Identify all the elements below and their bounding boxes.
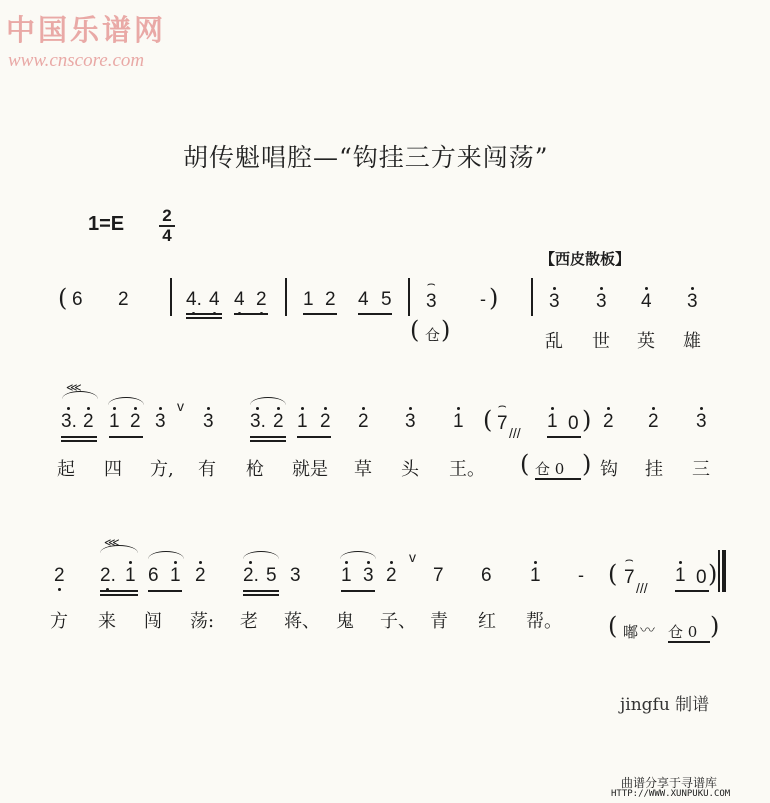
note: 1 xyxy=(453,411,464,432)
beam xyxy=(250,440,286,442)
lyric: 头 xyxy=(401,459,419,480)
key-signature: 1=E xyxy=(88,213,125,235)
beam xyxy=(234,313,268,315)
note: 2. xyxy=(100,565,116,586)
lyric: 鬼 xyxy=(336,611,354,632)
note: 3. xyxy=(250,411,266,432)
breath-mark: v xyxy=(177,398,184,414)
note: 3 xyxy=(203,411,214,432)
note: 2 xyxy=(130,411,141,432)
slur xyxy=(100,545,138,553)
gong-syllable: 仓 0 xyxy=(535,460,565,478)
note: 2 xyxy=(320,411,331,432)
note: 3 xyxy=(290,565,301,586)
dash: - xyxy=(578,565,584,585)
note: 2 xyxy=(256,289,267,310)
bar-line xyxy=(408,278,410,316)
beam xyxy=(547,436,581,438)
note: 3. xyxy=(61,411,77,432)
note-fermata: ⌢ 7 xyxy=(497,414,508,434)
note: 4. xyxy=(186,289,202,310)
lyric: 来 xyxy=(98,611,116,632)
note: 0 xyxy=(568,413,579,434)
beam xyxy=(675,590,709,592)
beam xyxy=(61,440,97,442)
lyric: 方, xyxy=(150,459,174,480)
note: 1 xyxy=(341,565,352,586)
tremolo-mark: /// xyxy=(509,425,521,441)
slur xyxy=(250,397,286,405)
note: 3 xyxy=(363,565,374,586)
beam xyxy=(61,436,97,438)
beam xyxy=(186,317,222,319)
close-paren: ) xyxy=(582,450,592,478)
lyric: 雄 xyxy=(683,331,701,352)
note: 1 xyxy=(125,565,136,586)
lyric: 方 xyxy=(50,611,68,632)
note-fermata: ⌢ 7 xyxy=(624,568,635,588)
trill-line: 〰 xyxy=(640,621,656,639)
note: 1 xyxy=(675,565,686,586)
note: 6 xyxy=(148,565,159,586)
note: 3 xyxy=(405,411,416,432)
bar-line xyxy=(285,278,287,316)
gong-syllable: 嘟 xyxy=(623,623,639,641)
slur xyxy=(148,551,184,559)
note: 2 xyxy=(358,411,369,432)
note: 2 xyxy=(603,411,614,432)
lyric: 子、 xyxy=(380,611,416,632)
note: 5 xyxy=(381,289,392,310)
note: 1 xyxy=(303,289,314,310)
note-fermata: ⌢ 3 xyxy=(426,292,437,312)
gong-syllable: 仓 0 xyxy=(668,623,698,641)
final-bar-thin xyxy=(718,550,720,592)
lyric: 草 xyxy=(354,459,372,480)
beam xyxy=(297,436,331,438)
lyric: 挂 xyxy=(645,459,663,480)
note: 7 xyxy=(433,565,444,586)
tremolo-mark: /// xyxy=(636,580,648,596)
beam xyxy=(243,590,279,592)
note: 5 xyxy=(266,565,277,586)
note: 1 xyxy=(530,565,541,586)
note: 2 xyxy=(118,289,129,310)
note: 4 xyxy=(641,291,652,312)
note: 2 xyxy=(83,411,94,432)
close-paren: ) xyxy=(441,316,451,344)
mode-label: 【西皮散板】 xyxy=(540,250,631,268)
close-paren: ) xyxy=(708,560,718,588)
close-paren: ) xyxy=(582,406,592,434)
note: 2 xyxy=(273,411,284,432)
beam xyxy=(341,590,375,592)
note: 2 xyxy=(54,565,65,586)
beam xyxy=(303,313,337,315)
breath-mark: v xyxy=(409,549,416,565)
credit: jingfu 制谱 xyxy=(620,695,710,715)
slur xyxy=(108,397,144,405)
lyric: 有 xyxy=(198,459,216,480)
note: 6 xyxy=(481,565,492,586)
lyric: 蒋、 xyxy=(284,611,320,632)
tremolo-mark: ⋘ xyxy=(66,381,82,394)
note: 4 xyxy=(358,289,369,310)
tremolo-mark: ⋘ xyxy=(104,536,120,549)
lyric: 三 xyxy=(692,459,710,480)
open-paren: ( xyxy=(483,406,493,434)
dash: - xyxy=(480,289,486,309)
lyric: 四 xyxy=(104,459,122,480)
slur xyxy=(243,551,279,559)
bar-line xyxy=(170,278,172,316)
lyric: 乱 xyxy=(545,331,563,352)
time-signature-top: 2 xyxy=(162,206,172,225)
lyric: 红 xyxy=(478,611,496,632)
note: 3 xyxy=(596,291,607,312)
note: 2 xyxy=(325,289,336,310)
watermark-site-name: 中国乐谱网 xyxy=(6,13,167,47)
note: 0 xyxy=(696,567,707,588)
beam xyxy=(100,594,138,596)
lyric: 就是 xyxy=(292,459,328,480)
lyric: 王。 xyxy=(449,459,485,480)
footer-url: HTTP://WWW.XUNPUKU.COM xyxy=(611,789,731,799)
note: 3 xyxy=(549,291,560,312)
final-bar-thick xyxy=(722,550,726,592)
beam xyxy=(250,436,286,438)
lyric: 枪 xyxy=(246,459,264,480)
footer-source: 曲谱分享于寻谱库 xyxy=(621,776,718,790)
note: 2 xyxy=(386,565,397,586)
note: 2. xyxy=(243,565,259,586)
note: 2 xyxy=(195,565,206,586)
time-signature-bottom: 4 xyxy=(162,226,172,245)
close-paren: ) xyxy=(710,612,720,640)
lyric: 帮。 xyxy=(526,611,562,632)
watermark-url: www.cnscore.com xyxy=(8,50,145,71)
beam xyxy=(243,594,279,596)
note: 1 xyxy=(547,411,558,432)
beam xyxy=(100,590,138,592)
note: 6 xyxy=(72,289,83,310)
open-paren: ( xyxy=(520,450,530,478)
lyric: 英 xyxy=(637,331,655,352)
note: 2 xyxy=(648,411,659,432)
open-paren: ( xyxy=(58,284,68,312)
gong-syllable: 仓 xyxy=(425,326,441,344)
bar-line xyxy=(531,278,533,316)
open-paren: ( xyxy=(410,316,420,344)
lyric: 青 xyxy=(430,611,448,632)
note: 4 xyxy=(209,289,220,310)
lyric: 起 xyxy=(57,459,75,480)
time-signature xyxy=(157,207,177,245)
note: 1 xyxy=(170,565,181,586)
close-paren: ) xyxy=(489,284,499,312)
note: 3 xyxy=(687,291,698,312)
beam xyxy=(668,641,710,643)
beam xyxy=(535,478,581,480)
beam xyxy=(358,313,392,315)
note: 1 xyxy=(297,411,308,432)
lyric: 闯 xyxy=(144,611,162,632)
note: 4 xyxy=(234,289,245,310)
beam xyxy=(109,436,143,438)
score-title: 胡传魁唱腔—“钩挂三方来闯荡” xyxy=(183,143,549,172)
slur xyxy=(62,391,98,399)
lyric: 钩 xyxy=(600,459,618,480)
note: 1 xyxy=(109,411,120,432)
lyric: 荡: xyxy=(190,611,215,632)
open-paren: ( xyxy=(608,612,618,640)
open-paren: ( xyxy=(608,560,618,588)
note: 3 xyxy=(155,411,166,432)
lyric: 世 xyxy=(592,331,610,352)
beam xyxy=(186,313,222,315)
lyric: 老 xyxy=(240,611,258,632)
beam xyxy=(148,590,182,592)
note: 3 xyxy=(696,411,707,432)
slur xyxy=(340,551,376,559)
